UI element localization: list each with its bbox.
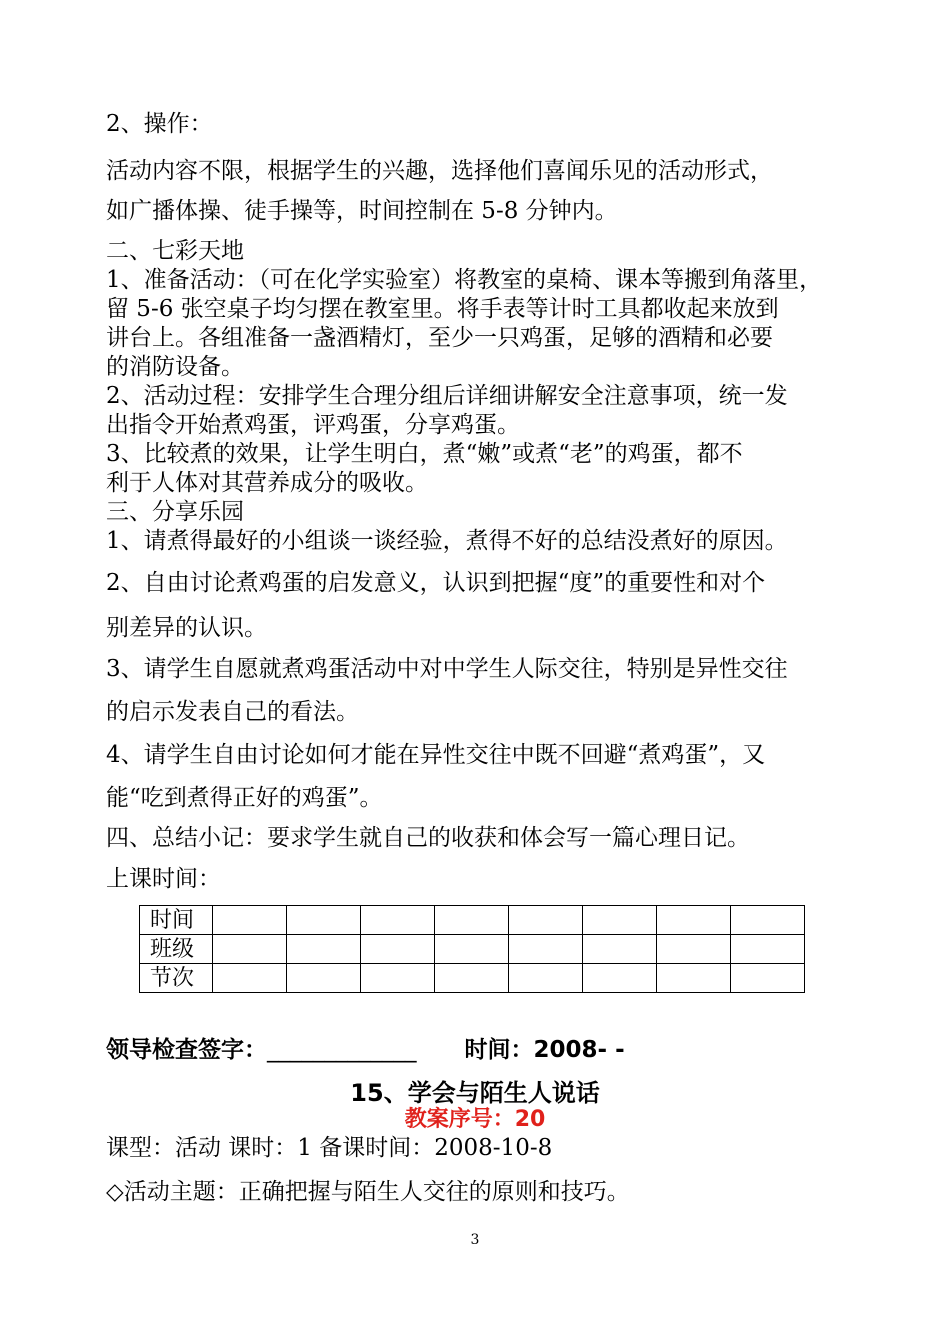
row-header: 时间	[140, 906, 213, 935]
signature-time: 时间：2008- -	[464, 1037, 625, 1063]
paragraph-line: 出指令开始煮鸡蛋，评鸡蛋，分享鸡蛋。	[106, 412, 520, 438]
table-row	[140, 935, 805, 964]
table-cell	[583, 935, 657, 964]
paragraph-line: 3、比较煮的效果，让学生明白，煮“嫩”或煮“老”的鸡蛋，都不	[106, 441, 743, 467]
paragraph-line: 别差异的认识。	[106, 615, 267, 641]
table-cell	[657, 935, 731, 964]
paragraph-line: 留 5-6 张空桌子均匀摆在教室里。将手表等计时工具都收起来放到	[106, 296, 779, 322]
lesson-meta: 课型：活动 课时：1 备课时间：2008-10-8	[106, 1135, 553, 1161]
row-header: 班级	[140, 935, 213, 964]
table-cell	[731, 935, 805, 964]
table-cell	[509, 964, 583, 993]
plan-number: 教案序号：20	[404, 1107, 546, 1132]
table-cell	[213, 935, 287, 964]
paragraph-line: 如广播体操、徒手操等，时间控制在 5-8 分钟内。	[106, 198, 618, 224]
table-cell	[509, 906, 583, 935]
table-cell	[213, 906, 287, 935]
paragraph-line: 1、请煮得最好的小组谈一谈经验，煮得不好的总结没煮好的原因。	[106, 528, 788, 554]
table-row	[140, 906, 805, 935]
paragraph-line: 1、准备活动：（可在化学实验室）将教室的桌椅、课本等搬到角落里，	[106, 267, 823, 293]
table-cell	[361, 964, 435, 993]
table-cell	[731, 964, 805, 993]
row-header: 节次	[140, 964, 213, 993]
table-cell	[657, 964, 731, 993]
signature-line	[106, 1036, 625, 1064]
table-cell	[657, 906, 731, 935]
lesson-theme: ◇活动主题：正确把握与陌生人交往的原则和技巧。	[106, 1179, 630, 1205]
table-cell	[287, 964, 361, 993]
table-cell	[287, 935, 361, 964]
paragraph-line: 能“吃到煮得正好的鸡蛋”。	[106, 785, 383, 811]
paragraph-line: 的消防设备。	[106, 354, 244, 380]
table-cell	[583, 906, 657, 935]
table-cell	[435, 935, 509, 964]
table-cell	[509, 935, 583, 964]
signature-label: 领导检查签字：	[106, 1037, 267, 1063]
table-cell	[213, 964, 287, 993]
heading-operation: 2、操作：	[106, 111, 213, 137]
lesson-title: 15、学会与陌生人说话	[350, 1079, 600, 1107]
table-row	[140, 964, 805, 993]
table-cell	[731, 906, 805, 935]
table-cell	[287, 906, 361, 935]
table-cell	[435, 964, 509, 993]
schedule-table	[139, 905, 805, 993]
paragraph-line: 活动内容不限，根据学生的兴趣，选择他们喜闻乐见的活动形式，	[106, 158, 773, 184]
section-heading: 二、七彩天地	[106, 238, 244, 264]
paragraph-line: 讲台上。各组准备一盏酒精灯，至少一只鸡蛋，足够的酒精和必要	[106, 325, 773, 351]
section-heading: 四、总结小记：要求学生就自己的收获和体会写一篇心理日记。	[106, 825, 750, 851]
paragraph-line: 4、请学生自由讨论如何才能在异性交往中既不回避“煮鸡蛋”，又	[106, 742, 766, 768]
paragraph-line: 利于人体对其营养成分的吸收。	[106, 470, 428, 496]
table-cell	[435, 906, 509, 935]
page-number: 3	[470, 1232, 480, 1248]
paragraph-line: 2、活动过程：安排学生合理分组后详细讲解安全注意事项，统一发	[106, 383, 788, 409]
paragraph-line: 3、请学生自愿就煮鸡蛋活动中对中学生人际交往，特别是异性交往	[106, 656, 788, 682]
table-cell	[583, 964, 657, 993]
table-cell	[361, 935, 435, 964]
section-heading: 三、分享乐园	[106, 499, 244, 525]
table-cell	[361, 906, 435, 935]
paragraph-line: 2、自由讨论煮鸡蛋的启发意义，认识到把握“度”的重要性和对个	[106, 570, 766, 596]
paragraph-line: 的启示发表自己的看法。	[106, 699, 359, 725]
class-time-label: 上课时间：	[106, 866, 221, 892]
signature-blank: _____________	[267, 1037, 417, 1063]
